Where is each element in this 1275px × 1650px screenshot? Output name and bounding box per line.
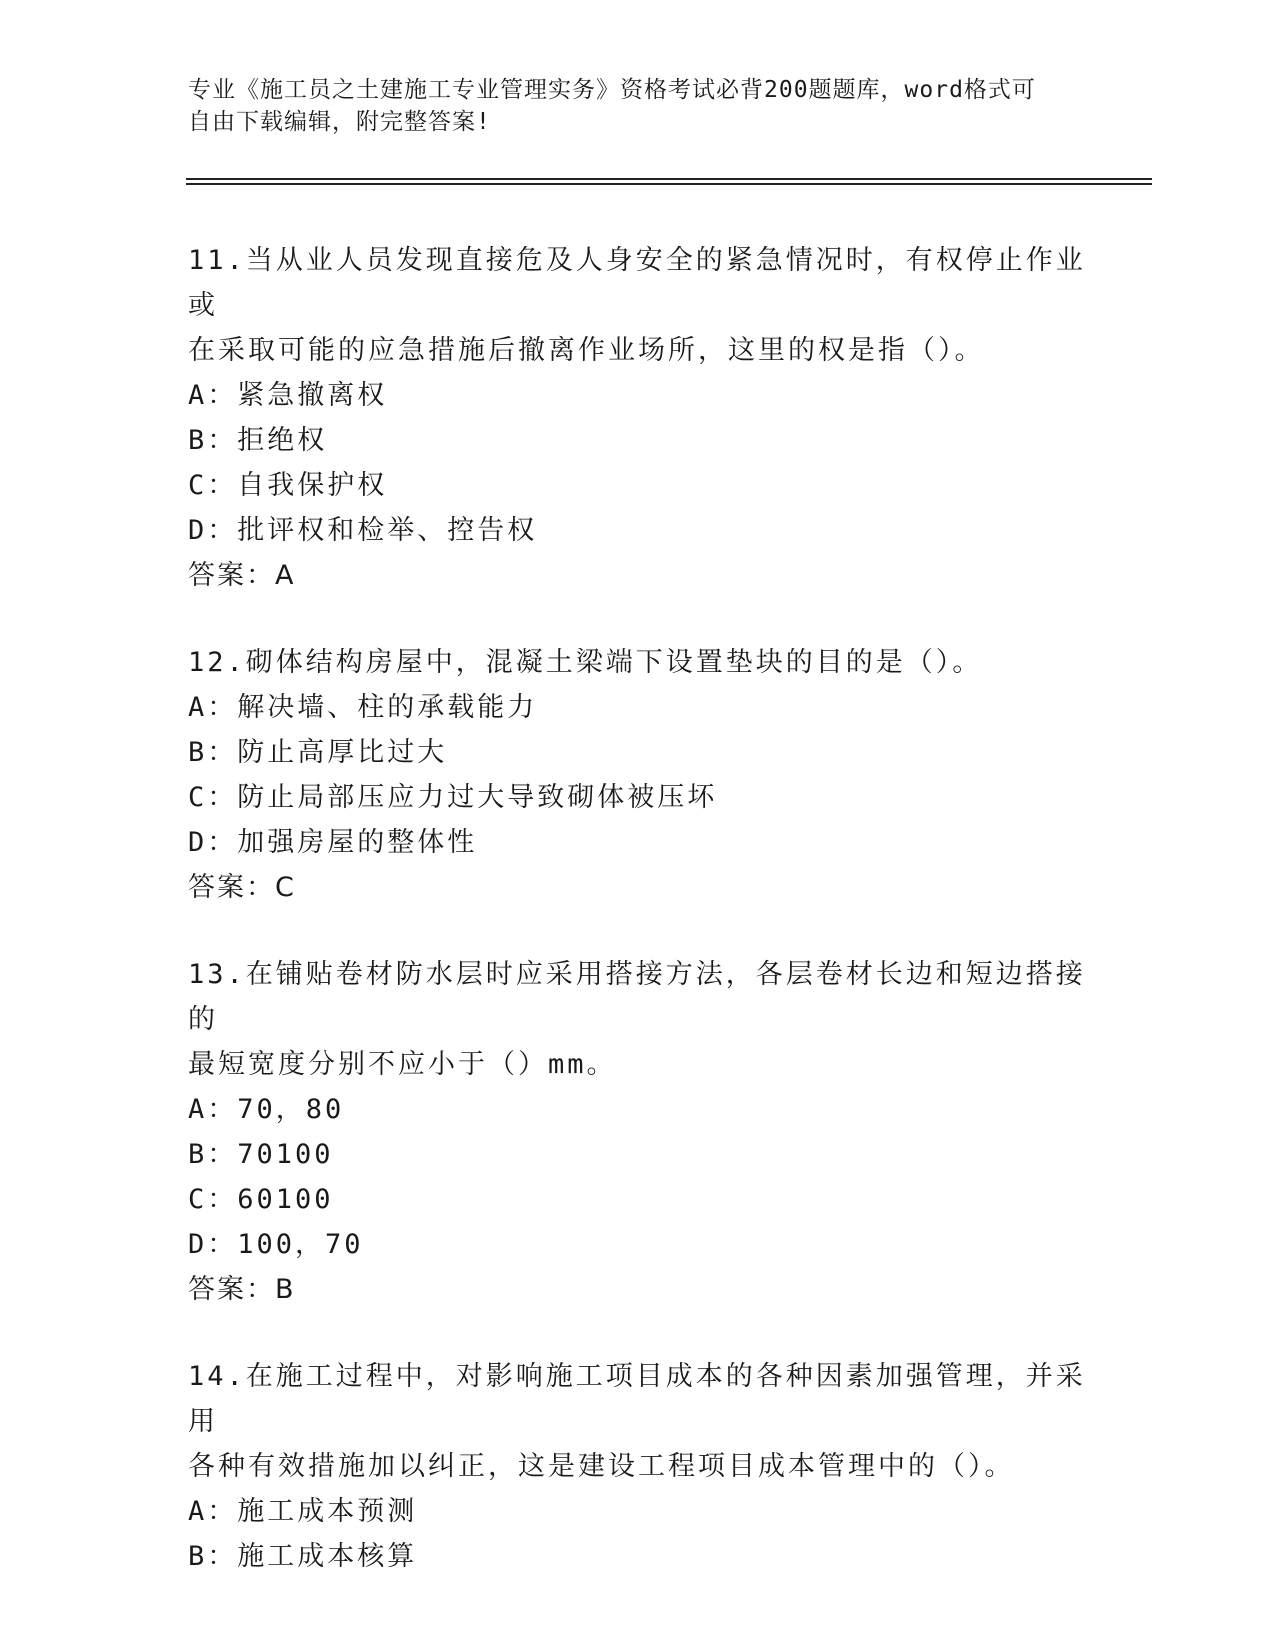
question-13: [188, 952, 1088, 1312]
question-stem-line: 14.在施工过程中，对影响施工项目成本的各种因素加强管理，并采用: [188, 1361, 1086, 1437]
option-a: A：施工成本预测: [188, 1496, 418, 1527]
question-stem-line: 在采取可能的应急措施后撤离作业场所，这里的权是指（）。: [188, 335, 985, 366]
option-b: B：拒绝权: [188, 425, 328, 456]
question-11: [188, 238, 1088, 598]
answer: 答案：B: [188, 1274, 296, 1305]
question-stem-line: 各种有效措施加以纠正，这是建设工程项目成本管理中的（）。: [188, 1451, 1015, 1482]
option-c: C：自我保护权: [188, 470, 388, 501]
question-stem-line: 13.在铺贴卷材防水层时应采用搭接方法，各层卷材长边和短边搭接的: [188, 959, 1086, 1035]
question-stem-line: 11.当从业人员发现直接危及人身安全的紧急情况时，有权停止作业或: [188, 245, 1086, 321]
option-a: A：解决墙、柱的承载能力: [188, 692, 538, 723]
question-stem-line: 最短宽度分别不应小于（）mm。: [188, 1049, 617, 1080]
option-c: C：防止局部压应力过大导致砌体被压坏: [188, 782, 718, 813]
document-header: [188, 74, 1068, 138]
question-12: [188, 640, 1088, 910]
option-b: B：施工成本核算: [188, 1541, 418, 1572]
option-a: A：70，80: [188, 1094, 345, 1125]
header-divider-top: [186, 178, 1152, 180]
question-list: [188, 238, 1088, 1621]
header-line-1: 专业《施工员之土建施工专业管理实务》资格考试必背200题题库，word格式可: [188, 77, 1036, 103]
option-a: A：紧急撤离权: [188, 380, 388, 411]
question-14: [188, 1354, 1088, 1579]
option-c: C：60100: [188, 1184, 334, 1215]
option-d: D：批评权和检举、控告权: [188, 515, 538, 546]
option-b: B：防止高厚比过大: [188, 737, 448, 768]
header-divider-bottom: [186, 183, 1152, 185]
header-line-2: 自由下载编辑，附完整答案!: [188, 109, 491, 135]
answer: 答案：C: [188, 872, 296, 903]
option-b: B：70100: [188, 1139, 334, 1170]
option-d: D：加强房屋的整体性: [188, 827, 478, 858]
answer: 答案：A: [188, 560, 296, 591]
option-d: D：100，70: [188, 1229, 364, 1260]
question-stem-line: 12.砌体结构房屋中，混凝土梁端下设置垫块的目的是（）。: [188, 647, 983, 678]
